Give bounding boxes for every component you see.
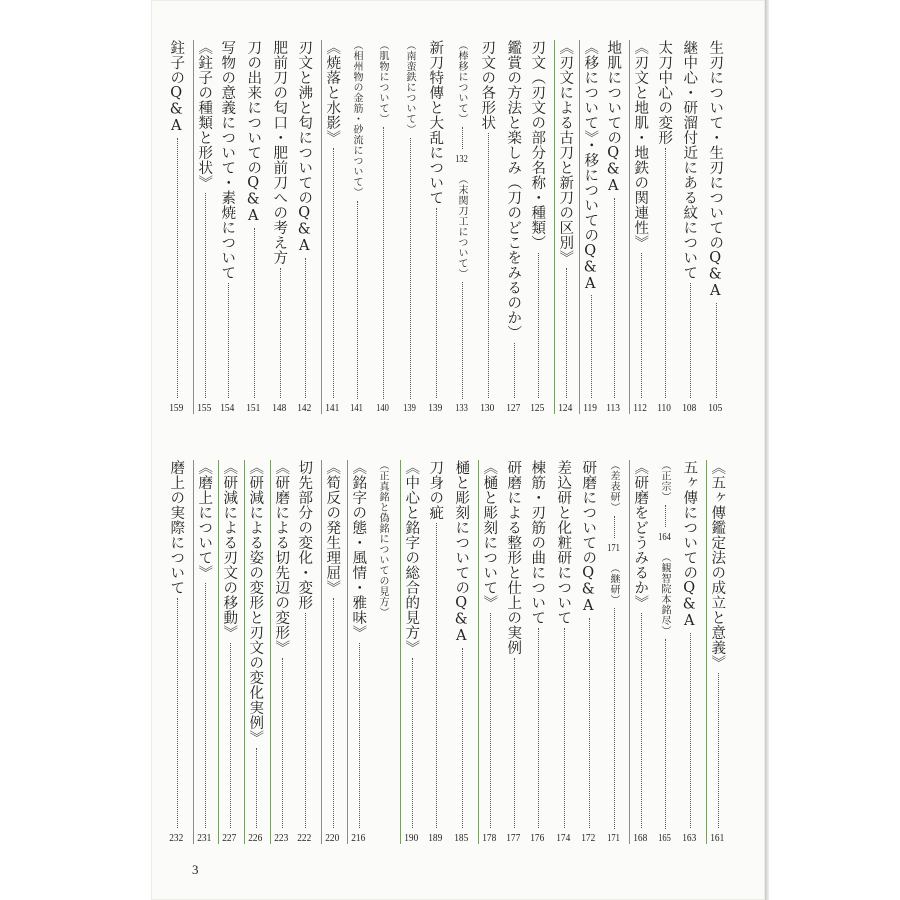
toc-entry-title: 《研磨をどうみるか》 [632, 460, 649, 610]
toc-entry-page: 172 [580, 832, 596, 844]
dot-leader [665, 505, 666, 527]
toc-entry [321, 40, 341, 414]
dot-leader [566, 268, 567, 398]
toc-entry-page: 177 [505, 832, 521, 844]
toc-entry-page: 171 [606, 833, 620, 844]
toc-entry-title: 《研磨による切先辺の変形》 [273, 460, 290, 655]
toc-entry [167, 460, 185, 844]
toc-entry-title: 研磨についてのQ&A [580, 460, 597, 615]
page-edge-shadow [765, 0, 769, 900]
toc-entry-title: 肥前刀の匂口・肥前刀への考え方 [271, 40, 288, 265]
toc-entry [244, 40, 262, 414]
toc-entry-title: 継中心・研溜付近にある紋について [681, 40, 698, 280]
toc-entry-page: 130 [479, 402, 495, 414]
toc-entry-page: 141 [324, 402, 340, 414]
dot-leader [564, 628, 565, 828]
dot-leader [462, 127, 463, 149]
dot-leader [333, 598, 334, 828]
toc-entry-page: 133 [454, 403, 468, 414]
toc-entry-title: 鑑賞の方法と楽しみ（刀のどこをみるのか） [505, 40, 522, 340]
toc-entry-title: 《樋と彫刻について》 [481, 460, 498, 610]
toc-entry-page: 159 [168, 402, 184, 414]
toc-entry [295, 460, 313, 844]
toc-entry-page: 174 [555, 832, 571, 844]
dot-leader [614, 608, 615, 830]
toc-entry-title: 棟筋・刃筋の曲について [529, 460, 546, 625]
toc-entry-page: 190 [403, 832, 419, 844]
toc-entry-page: 127 [505, 402, 521, 414]
dot-leader [690, 283, 691, 398]
dot-leader [333, 148, 334, 398]
toc-entry [400, 40, 418, 414]
dot-leader [490, 613, 491, 828]
toc-entry [193, 40, 213, 414]
dot-leader [641, 253, 642, 398]
toc-entry [655, 460, 673, 844]
dot-leader [538, 628, 539, 828]
toc-entry-title-secondary: （末関刀工について） [456, 174, 467, 279]
dot-leader [614, 516, 615, 538]
toc-entry-title: 写物の意義について・素焼について [219, 40, 236, 280]
dot-leader [177, 138, 178, 399]
dot-leader [538, 253, 539, 398]
toc-entry-page: 222 [296, 832, 312, 844]
dot-leader [412, 658, 413, 828]
dot-leader [205, 193, 206, 398]
dot-leader [589, 618, 590, 829]
toc-entry-page: 171 [606, 542, 620, 554]
toc-entry [579, 40, 599, 414]
toc-entry-title: 太刀中心の変形 [656, 40, 673, 145]
dot-leader [228, 283, 229, 398]
toc-entry-page: 108 [681, 402, 697, 414]
toc-entry-page: 139 [427, 402, 443, 414]
toc-entry-page: 231 [196, 832, 212, 844]
toc-entry [452, 40, 470, 414]
toc-entry-page: 216 [350, 832, 366, 844]
toc-entry [426, 460, 444, 844]
toc-entry-title: 《刃文による古刀と新刀の区別》 [557, 40, 574, 265]
toc-entry-page: 112 [633, 402, 647, 414]
dot-leader [718, 673, 719, 828]
dot-leader [305, 258, 306, 399]
toc-entry [655, 40, 673, 414]
dot-leader [690, 633, 691, 829]
toc-entry-title: 《中心と銘字の総合的見方》 [403, 460, 420, 655]
toc-entry-page: 132 [454, 154, 468, 165]
toc-entry-page: 178 [481, 832, 497, 844]
dot-leader [665, 639, 666, 829]
toc-entry [270, 460, 290, 844]
toc-entry-title: 研磨による整形と仕上の実例 [505, 460, 522, 655]
toc-entry-title: （差表研） [608, 460, 619, 513]
dot-leader [716, 303, 717, 399]
toc-entry [706, 40, 724, 414]
dot-leader [280, 268, 281, 398]
dot-leader [488, 133, 489, 398]
toc-entry-page: 227 [221, 832, 237, 844]
page-number: 3 [192, 862, 199, 877]
dot-leader [665, 148, 666, 398]
dot-leader [177, 598, 178, 828]
dot-leader [462, 282, 463, 399]
toc-entry-title: 刃文の各形状 [479, 40, 496, 130]
toc-entry-title: 生刃について・生刃についてのQ&A [707, 40, 724, 300]
toc-entry-page: 168 [632, 832, 648, 844]
toc-entry [504, 460, 522, 844]
toc-entry-title: 《刃文と地肌・地鉄の関連性》 [632, 40, 649, 250]
toc-entry-title: 刃文（刃文の部分名称・種類） [529, 40, 546, 250]
toc-entry [167, 40, 185, 414]
toc-entry-title: 地肌についてのQ&A [605, 40, 622, 195]
dot-leader [410, 138, 411, 400]
dot-leader [591, 295, 592, 398]
toc-entry-title: 樋と彫刻についてのQ&A [453, 460, 470, 645]
toc-entry-page: 176 [529, 832, 545, 844]
toc-entry-title: 《移について》・移についてのQ&A [582, 40, 599, 293]
toc-entry [218, 460, 238, 844]
toc-entry-page: 220 [324, 832, 340, 844]
toc-entry-title: 鉒子のQ&A [168, 40, 185, 135]
toc-entry-page: 223 [273, 832, 289, 844]
toc-entry [554, 460, 572, 844]
dot-leader [614, 198, 615, 399]
toc-entry-page: 226 [247, 832, 263, 844]
toc-entry-page: 110 [657, 402, 671, 414]
dot-leader [230, 643, 231, 828]
toc-entry [604, 40, 622, 414]
toc-entry-title: 《磨上について》 [196, 460, 213, 580]
toc-entry-page: 163 [681, 832, 697, 844]
dot-leader [641, 613, 642, 828]
toc-entry [504, 40, 522, 414]
toc-entry [193, 460, 213, 844]
toc-entry-page: 139 [402, 403, 416, 414]
dot-leader [256, 748, 257, 828]
toc-entry [373, 460, 391, 844]
toc-entry [579, 460, 597, 844]
toc-entry [452, 460, 470, 844]
toc-entry-title: （南蛮鉄について） [404, 40, 415, 135]
toc-entry [604, 460, 622, 844]
toc-entry [528, 40, 546, 414]
toc-entry-title: 刃文と沸と匂についてのQ&A [296, 40, 313, 255]
toc-entry-title: （棒移について） [456, 40, 467, 124]
toc-entry [347, 460, 367, 844]
dot-leader [383, 127, 384, 399]
toc-entry [270, 40, 288, 414]
toc-entry-title-secondary: （観智院本銘尽） [659, 552, 670, 636]
toc-entry [629, 460, 649, 844]
toc-entry-page: 125 [529, 402, 545, 414]
toc-entry-title: （正真銘と偽銘についての見方） [377, 460, 388, 618]
toc-entry-title: 《五ヶ傳鑑定法の成立と意義》 [709, 460, 726, 670]
toc-entry-page: 151 [245, 402, 261, 414]
toc-entry [400, 460, 420, 844]
toc-entry [244, 460, 264, 844]
dot-leader [514, 343, 515, 398]
toc-entry [706, 460, 726, 844]
toc-entry-title: 切先部分の変化・変形 [296, 460, 313, 610]
toc-entry [373, 40, 391, 414]
toc-entry-page: 161 [709, 832, 725, 844]
toc-entry [478, 40, 496, 414]
dot-leader [436, 208, 437, 398]
toc-entry-page: 142 [296, 402, 312, 414]
toc-entry-page: 154 [219, 402, 235, 414]
toc-entry-title: 刀の出来についてのQ&A [245, 40, 262, 225]
toc-entry [680, 40, 698, 414]
toc-entry-page: 185 [453, 832, 469, 844]
dot-leader [359, 643, 360, 828]
toc-entry-page: 141 [349, 403, 363, 414]
toc-entry-page: 113 [606, 402, 620, 414]
toc-entry-title: 《焼落と水影》 [324, 40, 341, 145]
toc-entry-page: 140 [375, 403, 389, 414]
toc-entry [478, 460, 498, 844]
toc-entry-title: 新刀特傳と大乱について [427, 40, 444, 205]
toc-entry-title: 差込研と化粧研について [555, 460, 572, 625]
toc-entry-page: 155 [196, 402, 212, 414]
toc-entry-title: （肌物について） [377, 40, 388, 124]
toc-entry-page: 165 [657, 833, 671, 844]
toc-entry [629, 40, 649, 414]
toc-entry [426, 40, 444, 414]
dot-leader [254, 228, 255, 399]
dot-leader [305, 613, 306, 828]
toc-entry-title: （正宗） [659, 460, 670, 502]
toc-entry-page: 124 [557, 402, 573, 414]
dot-leader [462, 648, 463, 829]
toc-entry-page: 119 [583, 402, 597, 414]
toc-entry [554, 40, 574, 414]
toc-entry-page: 164 [657, 532, 671, 543]
toc-entry-title: 《筍反の発生理屈》 [324, 460, 341, 595]
toc-entry-title: 《研減による刃文の移動》 [221, 460, 238, 640]
dot-leader [514, 658, 515, 828]
toc-entry-title: 刀身の疵 [427, 460, 444, 520]
toc-entry-title: 《銘字の態・風情・雅味》 [350, 460, 367, 640]
dot-leader [205, 583, 206, 828]
dot-leader [357, 201, 358, 400]
toc-entry-title: 五ヶ傳についてのQ&A [681, 460, 698, 630]
toc-entry-page: 232 [168, 832, 184, 844]
toc-entry-page: 148 [271, 402, 287, 414]
toc-entry-page: 105 [707, 402, 723, 414]
toc-entry-title: 《鉒子の種類と形状》 [196, 40, 213, 190]
toc-entry [321, 460, 341, 844]
toc-entry-title: 磨上の実際について [168, 460, 185, 595]
toc-entry [218, 40, 236, 414]
toc-entry [680, 460, 698, 844]
toc-entry-page: 189 [427, 832, 443, 844]
toc-entry-title-secondary: （継研） [608, 562, 619, 605]
dot-leader [282, 658, 283, 828]
toc-entry-title: （相州物の金筋・砂流について） [351, 40, 362, 198]
toc-entry [295, 40, 313, 414]
toc-entry [347, 40, 365, 414]
toc-entry-title: 《研減による姿の変形と刃文の変化実例》 [247, 460, 264, 745]
toc-entry [528, 460, 546, 844]
dot-leader [436, 523, 437, 828]
